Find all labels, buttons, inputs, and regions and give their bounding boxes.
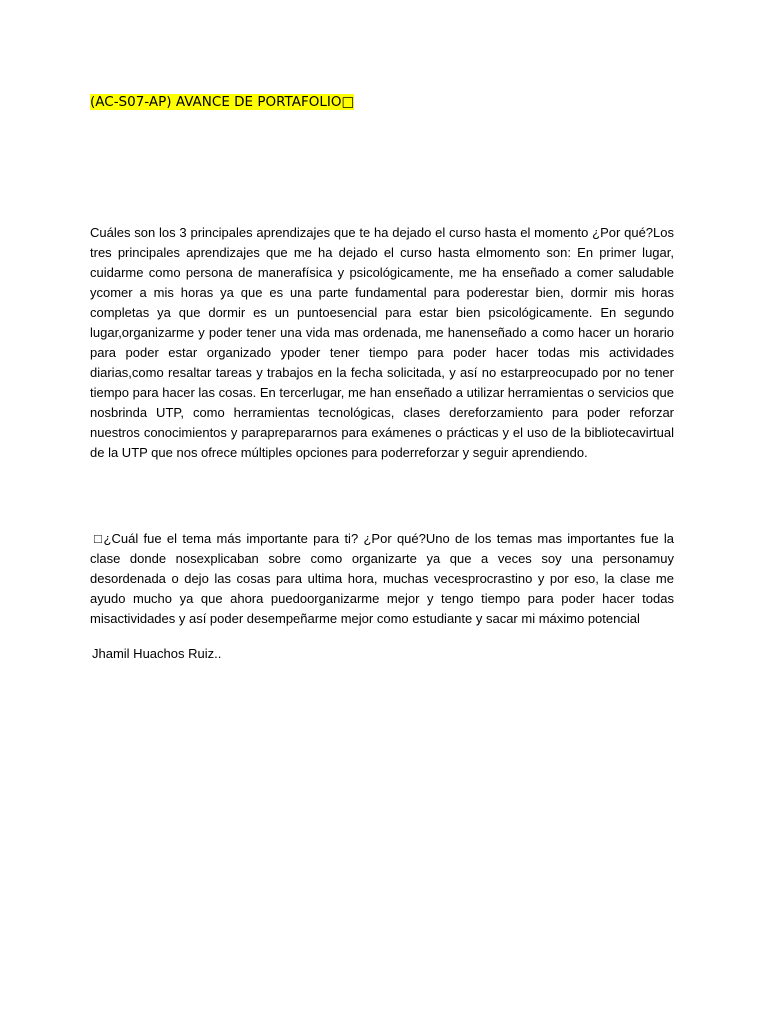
signature: Jhamil Huachos Ruiz.. xyxy=(92,646,222,661)
paragraph-2-text: ¿Cuál fue el tema más importante para ti? ¿Por qué?Uno de los temas mas importantes fue la clase donde nosexplicaban sobre como organizarte ya que a veces soy una personamuy desordenada o dejo las cosas para ultima hora, muchas vecesprocrastino y por eso, la clase me ayudo mucho ya que ahora puedoorganizarme mejor y tengo tiempo para poder hacer todas misactividades y así poder desempeñarme mejor como estudiante y sacar mi máximo potencial xyxy=(90,531,674,626)
missing-glyph-icon: □ xyxy=(341,94,355,110)
paragraph-aprendizajes: Cuáles son los 3 principales aprendizajes que te ha dejado el curso hasta el momento ¿Por qué?Los tres principales aprendizajes que me ha dejado el curso hasta elmomento son: En primer lugar, cuidarme como persona de manerafísica y psicológicamente, me ha enseñado a comer saludable ycomer a mis horas ya que es una parte fundamental para poderestar bien, dormir mis horas completas ya que dormir es un puntoesencial para estar bien psicológicamente. En segundo lugar,organizarme y poder tener una vida mas ordenada, me hanenseñado a como hacer un horario para poder estar organizado ypoder tener tiempo para poder hacer todas mis actividades diarias,como resaltar tareas y trabajos en la fecha solicitada, y así no estarpreocupado por no tener tiempo para hacer las cosas. En tercerlugar, me han enseñado a utilizar herramientas o servicios que nosbrinda UTP, como herramientas tecnológicas, clases dereforzamiento para poder reforzar nuestros conocimientos y paraprepararnos para exámenes o prácticas y el uso de la bibliotecavirtual de la UTP que nos ofrece múltiples opciones para poderreforzar y seguir aprendiendo. xyxy=(90,225,674,460)
paragraph-tema-importante xyxy=(90,529,674,629)
missing-glyph-icon: □ xyxy=(94,531,104,546)
document-title xyxy=(90,92,354,112)
title-highlight xyxy=(90,94,354,110)
title-text: (AC-S07-AP) AVANCE DE PORTAFOLIO xyxy=(90,94,342,110)
